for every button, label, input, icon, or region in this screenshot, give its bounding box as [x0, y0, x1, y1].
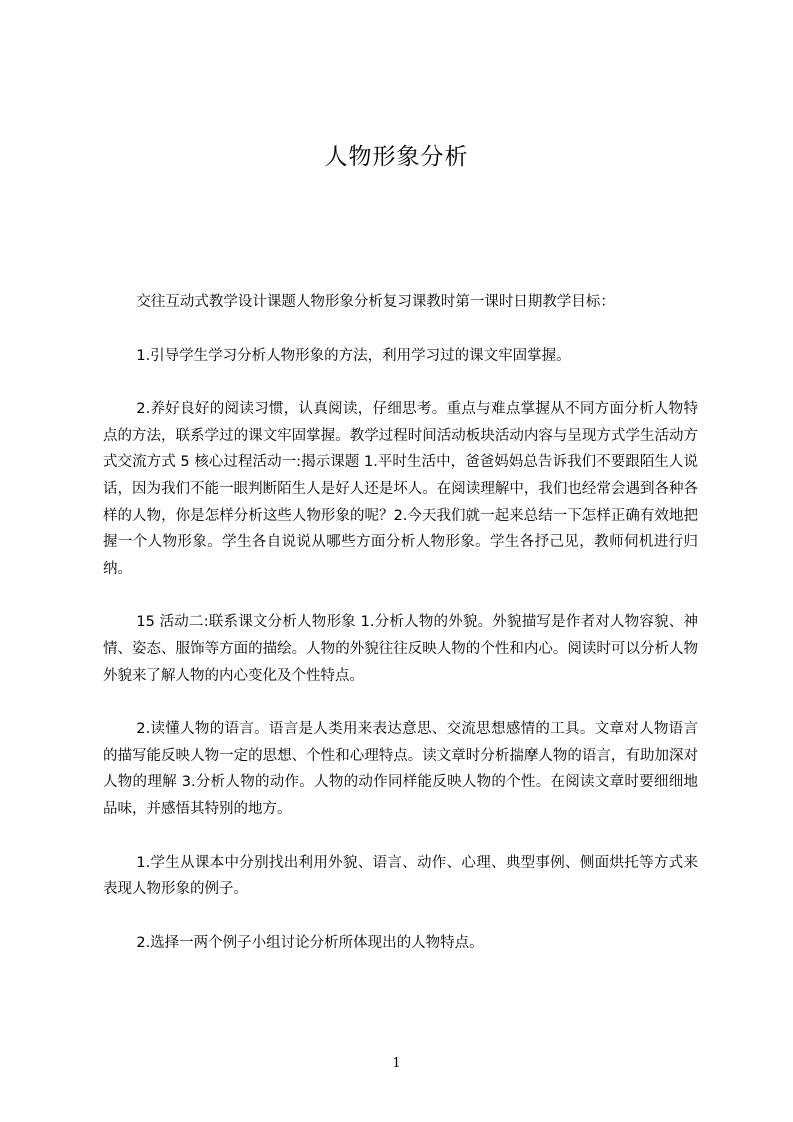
- paragraph-student-task-1: 1.学生从课本中分别找出利用外貌、语言、动作、心理、典型事例、侧面烘托等方式来表现人物形象的例子。: [103, 854, 698, 898]
- paragraph-objective-1: 1.引导学生学习分析人物形象的方法，利用学习过的课文牢固掌握。: [136, 347, 571, 364]
- paragraph-objectives-intro: 交往互动式教学设计课题人物形象分析复习课教时第一课时日期教学目标：: [136, 294, 615, 310]
- document-body: [103, 289, 698, 983]
- paragraph-student-task-2: 2.选择一两个例子小组讨论分析所体现出的人物特点。: [136, 934, 484, 951]
- paragraph-objective-2: 2.养好良好的阅读习惯，认真阅读，仔细思考。重点与难点掌握从不同方面分析人物特点的方法，联系学过的课文牢固掌握。教学过程时间活动板块活动内容与呈现方式学生活动方式交流方式 5 核心过程活动一:揭示课题 1.平时生活中，爸爸妈妈总告诉我们不要跟陌生人说话，因为我们不能一眼判断陌生人是好人还是坏人。在阅读理解中，我们也经常会遇到各种各样的人物，你是怎样分析这些人物形象的呢？2.今天我们就一起来总结一下怎样正确有效地把握一个人物形象。学生各自说说从哪些方面分析人物形象。学生各抒己见，教师伺机进行归纳。: [103, 401, 698, 577]
- paragraph-activity-2: 15 活动二:联系课文分析人物形象 1.分析人物的外貌。外貌描写是作者对人物容貌、神情、姿态、服饰等方面的描绘。人物的外貌往往反映人物的个性和内心。阅读时可以分析人物外貌来了解人物的内心变化及个性特点。: [103, 614, 698, 684]
- page-title: 人物形象分析: [324, 144, 469, 170]
- paragraph-language-analysis: 2.读懂人物的语言。语言是人类用来表达意思、交流思想感情的工具。文章对人物语言的描写能反映人物一定的思想、个性和心理特点。读文章时分析揣摩人物的语言，有助加深对人物的理解 3.分析人物的动作。人物的动作同样能反映人物的个性。在阅读文章时要细细地品味，并感悟其特别的地方。: [103, 721, 698, 817]
- page-number: 1: [392, 1056, 401, 1071]
